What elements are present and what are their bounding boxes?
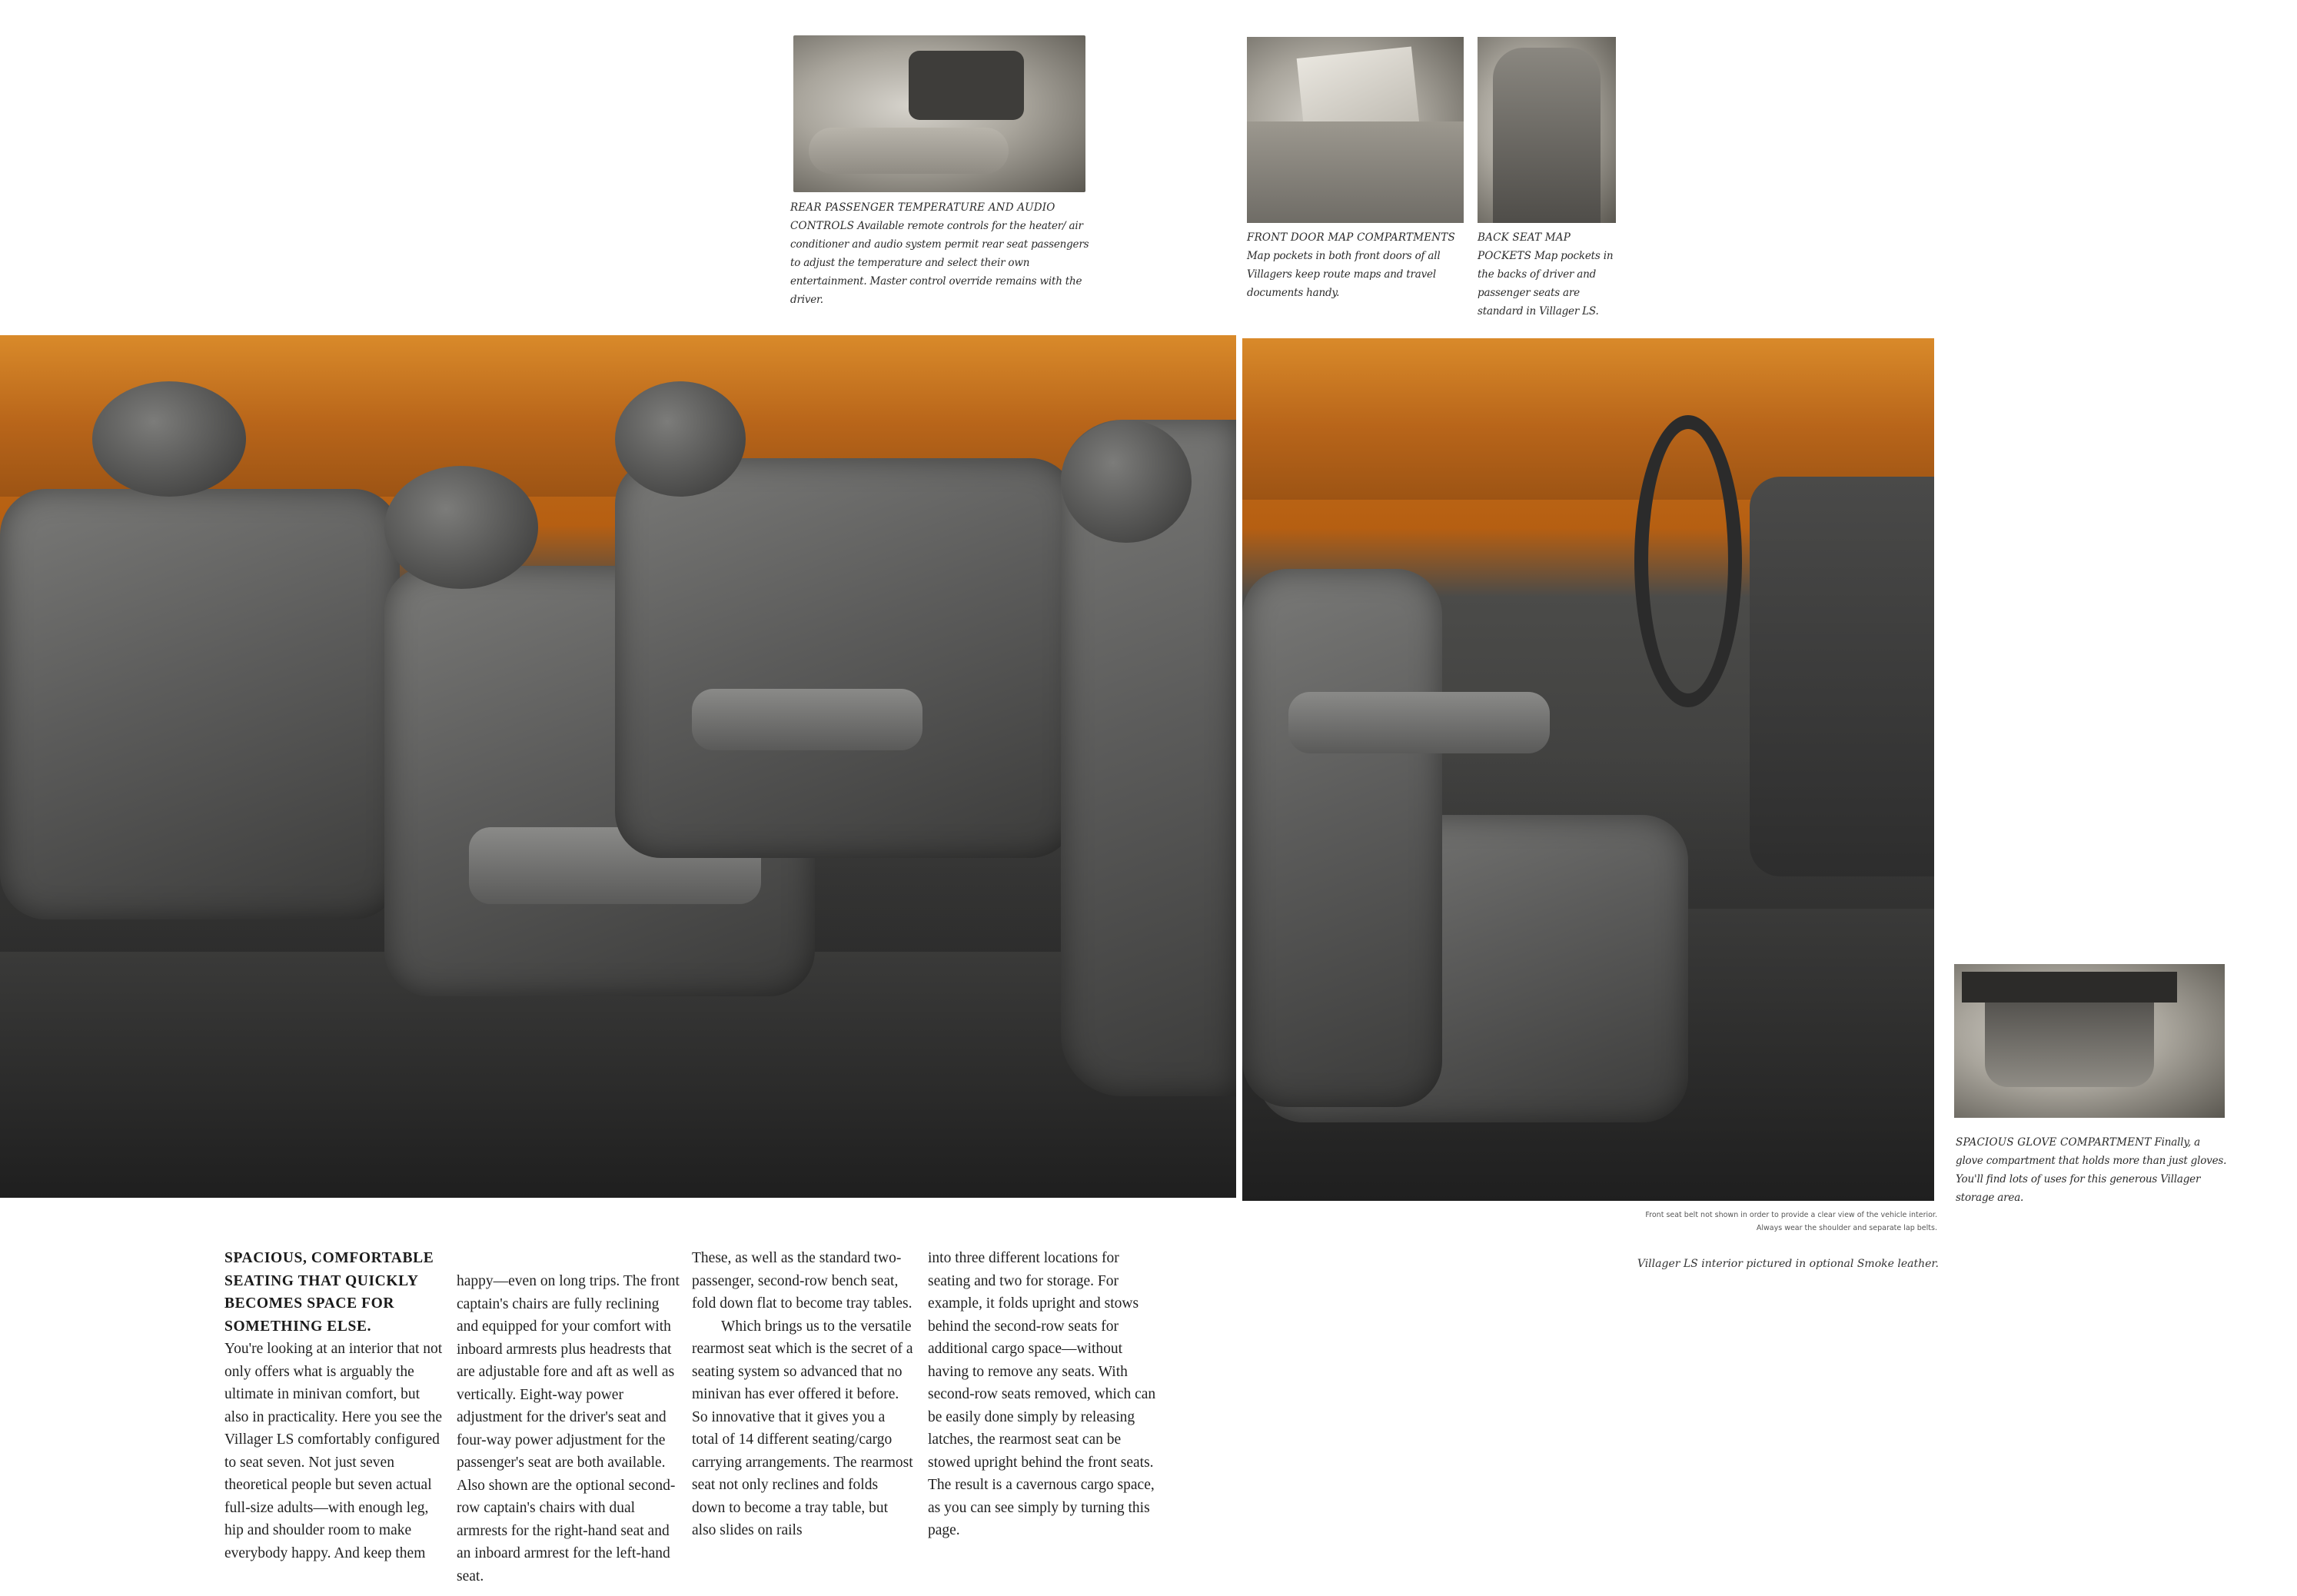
column-3-paragraph-2: Which brings us to the versatile rearmost seat which is the secret of a seating system so advanced that no minivan has ever offered it before. So innovative that it gives you a total of 14 different seating/cargo carrying arrangements. The rearmost seat not only reclines and folds down to become a tray table, but also slides on rails (692, 1318, 913, 1538)
caption-text: Map pockets in both front doors of all Villagers keep route maps and travel documents handy. (1247, 250, 1441, 299)
caption-text: Map pockets in the backs of driver and passenger seats are standard in Villager LS. (1478, 250, 1614, 318)
rear-controls-caption (790, 198, 1098, 309)
glove-compartment-caption (1956, 1133, 2229, 1207)
second-row-headrest (384, 466, 538, 589)
glove-box-door (1962, 972, 2177, 1002)
seat-back (1493, 48, 1601, 223)
caption-title: FRONT DOOR MAP COMPARTMENTS (1247, 231, 1455, 244)
body-column-3 (692, 1247, 915, 1542)
body-column-1 (224, 1247, 447, 1564)
rear-seating-photo (0, 335, 1236, 1198)
glove-compartment-photo (1954, 964, 2225, 1118)
caption-title: SPACIOUS GLOVE COMPARTMENT (1956, 1136, 2152, 1149)
column-3-paragraph-1: These, as well as the standard two-passenger, second-row bench seat, fold down flat to become tray tables. (692, 1250, 912, 1312)
caption-title: REAR PASSENGER TEMPERATURE AND AUDIO CONTROLS (790, 201, 1055, 232)
front-door-caption (1247, 228, 1470, 302)
vent-panel (909, 51, 1024, 120)
back-seat-caption (1478, 228, 1620, 321)
front-passenger-chair (615, 458, 1076, 858)
glove-box-bin (1985, 1002, 2154, 1087)
steering-wheel (1634, 415, 1742, 707)
pictured-note: Villager LS interior pictured in optional Smoke leather. (1637, 1258, 1939, 1270)
windshield-view (1242, 338, 1934, 500)
seatbelt-note-line1: Front seat belt not shown in order to provide a clear view of the vehicle interior. (1645, 1211, 1937, 1219)
seatbelt-note (1484, 1209, 1937, 1235)
rear-controls-photo (793, 35, 1085, 192)
side-headrest (1061, 420, 1192, 543)
dash-panel (1750, 477, 1934, 876)
front-cabin-photo (1242, 338, 1934, 1201)
column-2-text: happy—even on long trips. The front captain's chairs are fully reclining and equipped for your comfort with inboard armrests plus headrests that are adjustable fore and aft as well as vertically. Eight-way power adjustment for the driver's seat and four-way power adjustment for the passenger's seat are both available. Also shown are the optional second-row captain's chairs with dual armrests for the right-hand seat and an inboard armrest for the left-hand seat. (457, 1273, 680, 1584)
control-strip (809, 128, 1009, 174)
column-4-text: into three different locations for seating and two for storage. For example, it folds upright and stows behind the second-row seats for additional cargo space—without having to remove any seats. With second-row seats removed, which can be easily done simply by releasing latches, the rearmost seat can be stowed upright behind the front seats. The result is a cavernous cargo space, as you can see simply by turning this page. (928, 1250, 1156, 1538)
front-headrest (615, 381, 746, 497)
caption-text: Available remote controls for the heater/ air conditioner and audio system permit rear seat passengers to adjust the temperature and select their own entertainment. Master control override remains with the driver. (790, 220, 1089, 306)
front-door-map-photo (1247, 37, 1464, 223)
caption-text: Finally, a glove compartment that holds more than just gloves. You'll find lots of uses for this generous Villager storage area. (1956, 1136, 2227, 1204)
headline: SPACIOUS, COMFORTABLE SEATING THAT QUICKLY BECOMES SPACE FOR SOMETHING ELSE. (224, 1250, 434, 1335)
body-column-2 (457, 1270, 680, 1588)
back-seat-pocket-photo (1478, 37, 1616, 223)
front-seat-back (1242, 569, 1442, 1107)
front-armrest (692, 689, 922, 750)
body-column-4 (928, 1247, 1158, 1542)
column-1-text: You're looking at an interior that not only offers what is arguably the ultimate in minivan comfort, but also in practicality. Here you see the Villager LS comfortably configured to seat seven. Not just seven theoretical people but seven actual full-size adults—with enough leg, hip and shoulder room to make everybody happy. And keep them (224, 1341, 443, 1561)
rear-headrest (92, 381, 246, 497)
rear-bench-seat (0, 489, 400, 919)
door-pocket (1247, 121, 1464, 223)
front-seat-armrest (1288, 692, 1550, 753)
caption-title: BACK SEAT MAP POCKETS (1478, 231, 1571, 262)
seatbelt-note-line2: Always wear the shoulder and separate lap belts. (1756, 1224, 1937, 1232)
